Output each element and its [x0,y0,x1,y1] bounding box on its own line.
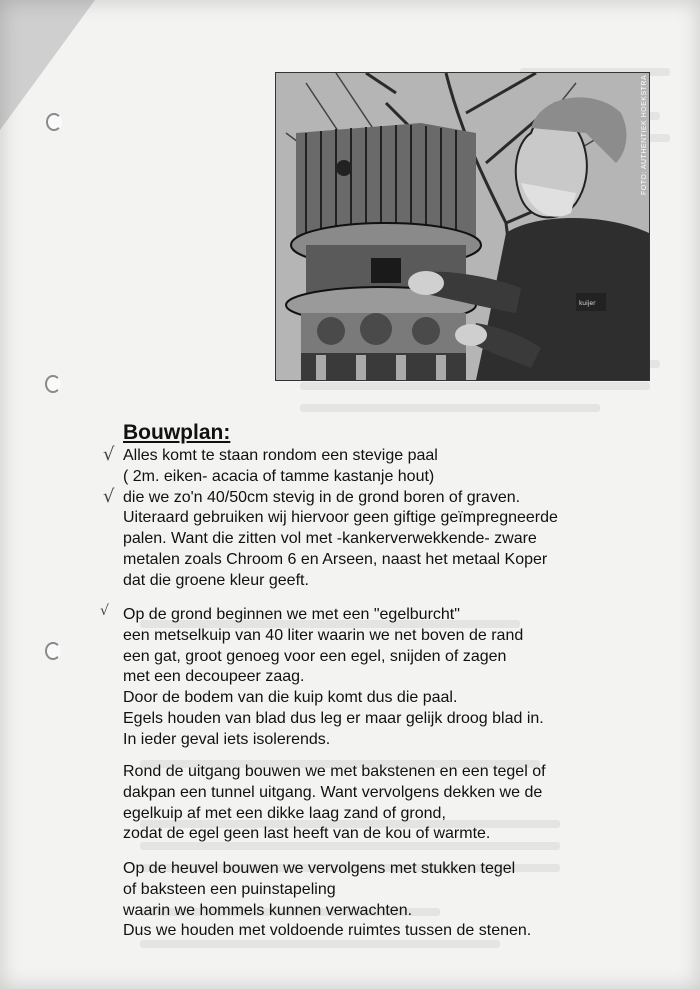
text-line: Uiteraard gebruiken wij hiervoor geen giftige geïmpregneerde [123,509,558,527]
text-line: ( 2m. eiken- acacia of tamme kastanje hout) [123,467,435,485]
check-mark-icon: √ [100,603,109,619]
photo-credit: FOTO: AUTHENTIEK HOEKSTRA [641,74,648,195]
check-mark-icon: √ [103,486,115,507]
text-line: Dus we houden met voldoende ruimtes tussen de stenen. [123,922,532,940]
text-line: die we zo'n 40/50cm stevig in de grond boren of graven. [123,488,521,506]
text-line: dat die groene kleur geeft. [123,571,309,589]
text-line: Egels houden van blad dus leg er maar gelijk droog blad in. [123,709,544,727]
text-line: zodat de egel geen last heeft van de kou of warmte. [123,825,491,843]
text-line: Door de bodem van die kuip komt dus die paal. [123,689,458,707]
text-line: of baksteen een puinstapeling [123,880,336,898]
text-line: een gat, groot genoeg voor een egel, snijden of zagen [123,647,507,665]
text-line: metalen zoals Chroom 6 en Arseen, naast het metaal Koper [123,550,548,568]
text-line: dakpan een tunnel uitgang. Want vervolgens dekken we de [123,783,543,801]
text-line: waarin we hommels kunnen verwachten. [123,901,413,919]
text-line: een metselkuip van 40 liter waarin we net boven de rand [123,626,524,644]
text-line: Op de grond beginnen we met een "egelburcht" [123,606,460,623]
check-mark-icon: √ [103,444,115,465]
text-line: egelkuip af met een dikke laag zand of grond, [123,804,446,822]
text-line: Alles komt te staan rondom een stevige paal [123,447,438,464]
text-line: met een decoupeer zaag. [123,668,305,686]
section-title: Bouwplan: [123,421,231,444]
text-line: In ieder geval iets isolerends. [123,730,331,748]
text-line: Rond de uitgang bouwen we met bakstenen en een tegel of [123,763,546,780]
text-line: Op de heuvel bouwen we vervolgens met stukken tegel [123,860,516,877]
svg-text:kuijer: kuijer [579,300,596,307]
text-line: palen. Want die zitten vol met -kankerverwekkende- zware [123,530,537,548]
